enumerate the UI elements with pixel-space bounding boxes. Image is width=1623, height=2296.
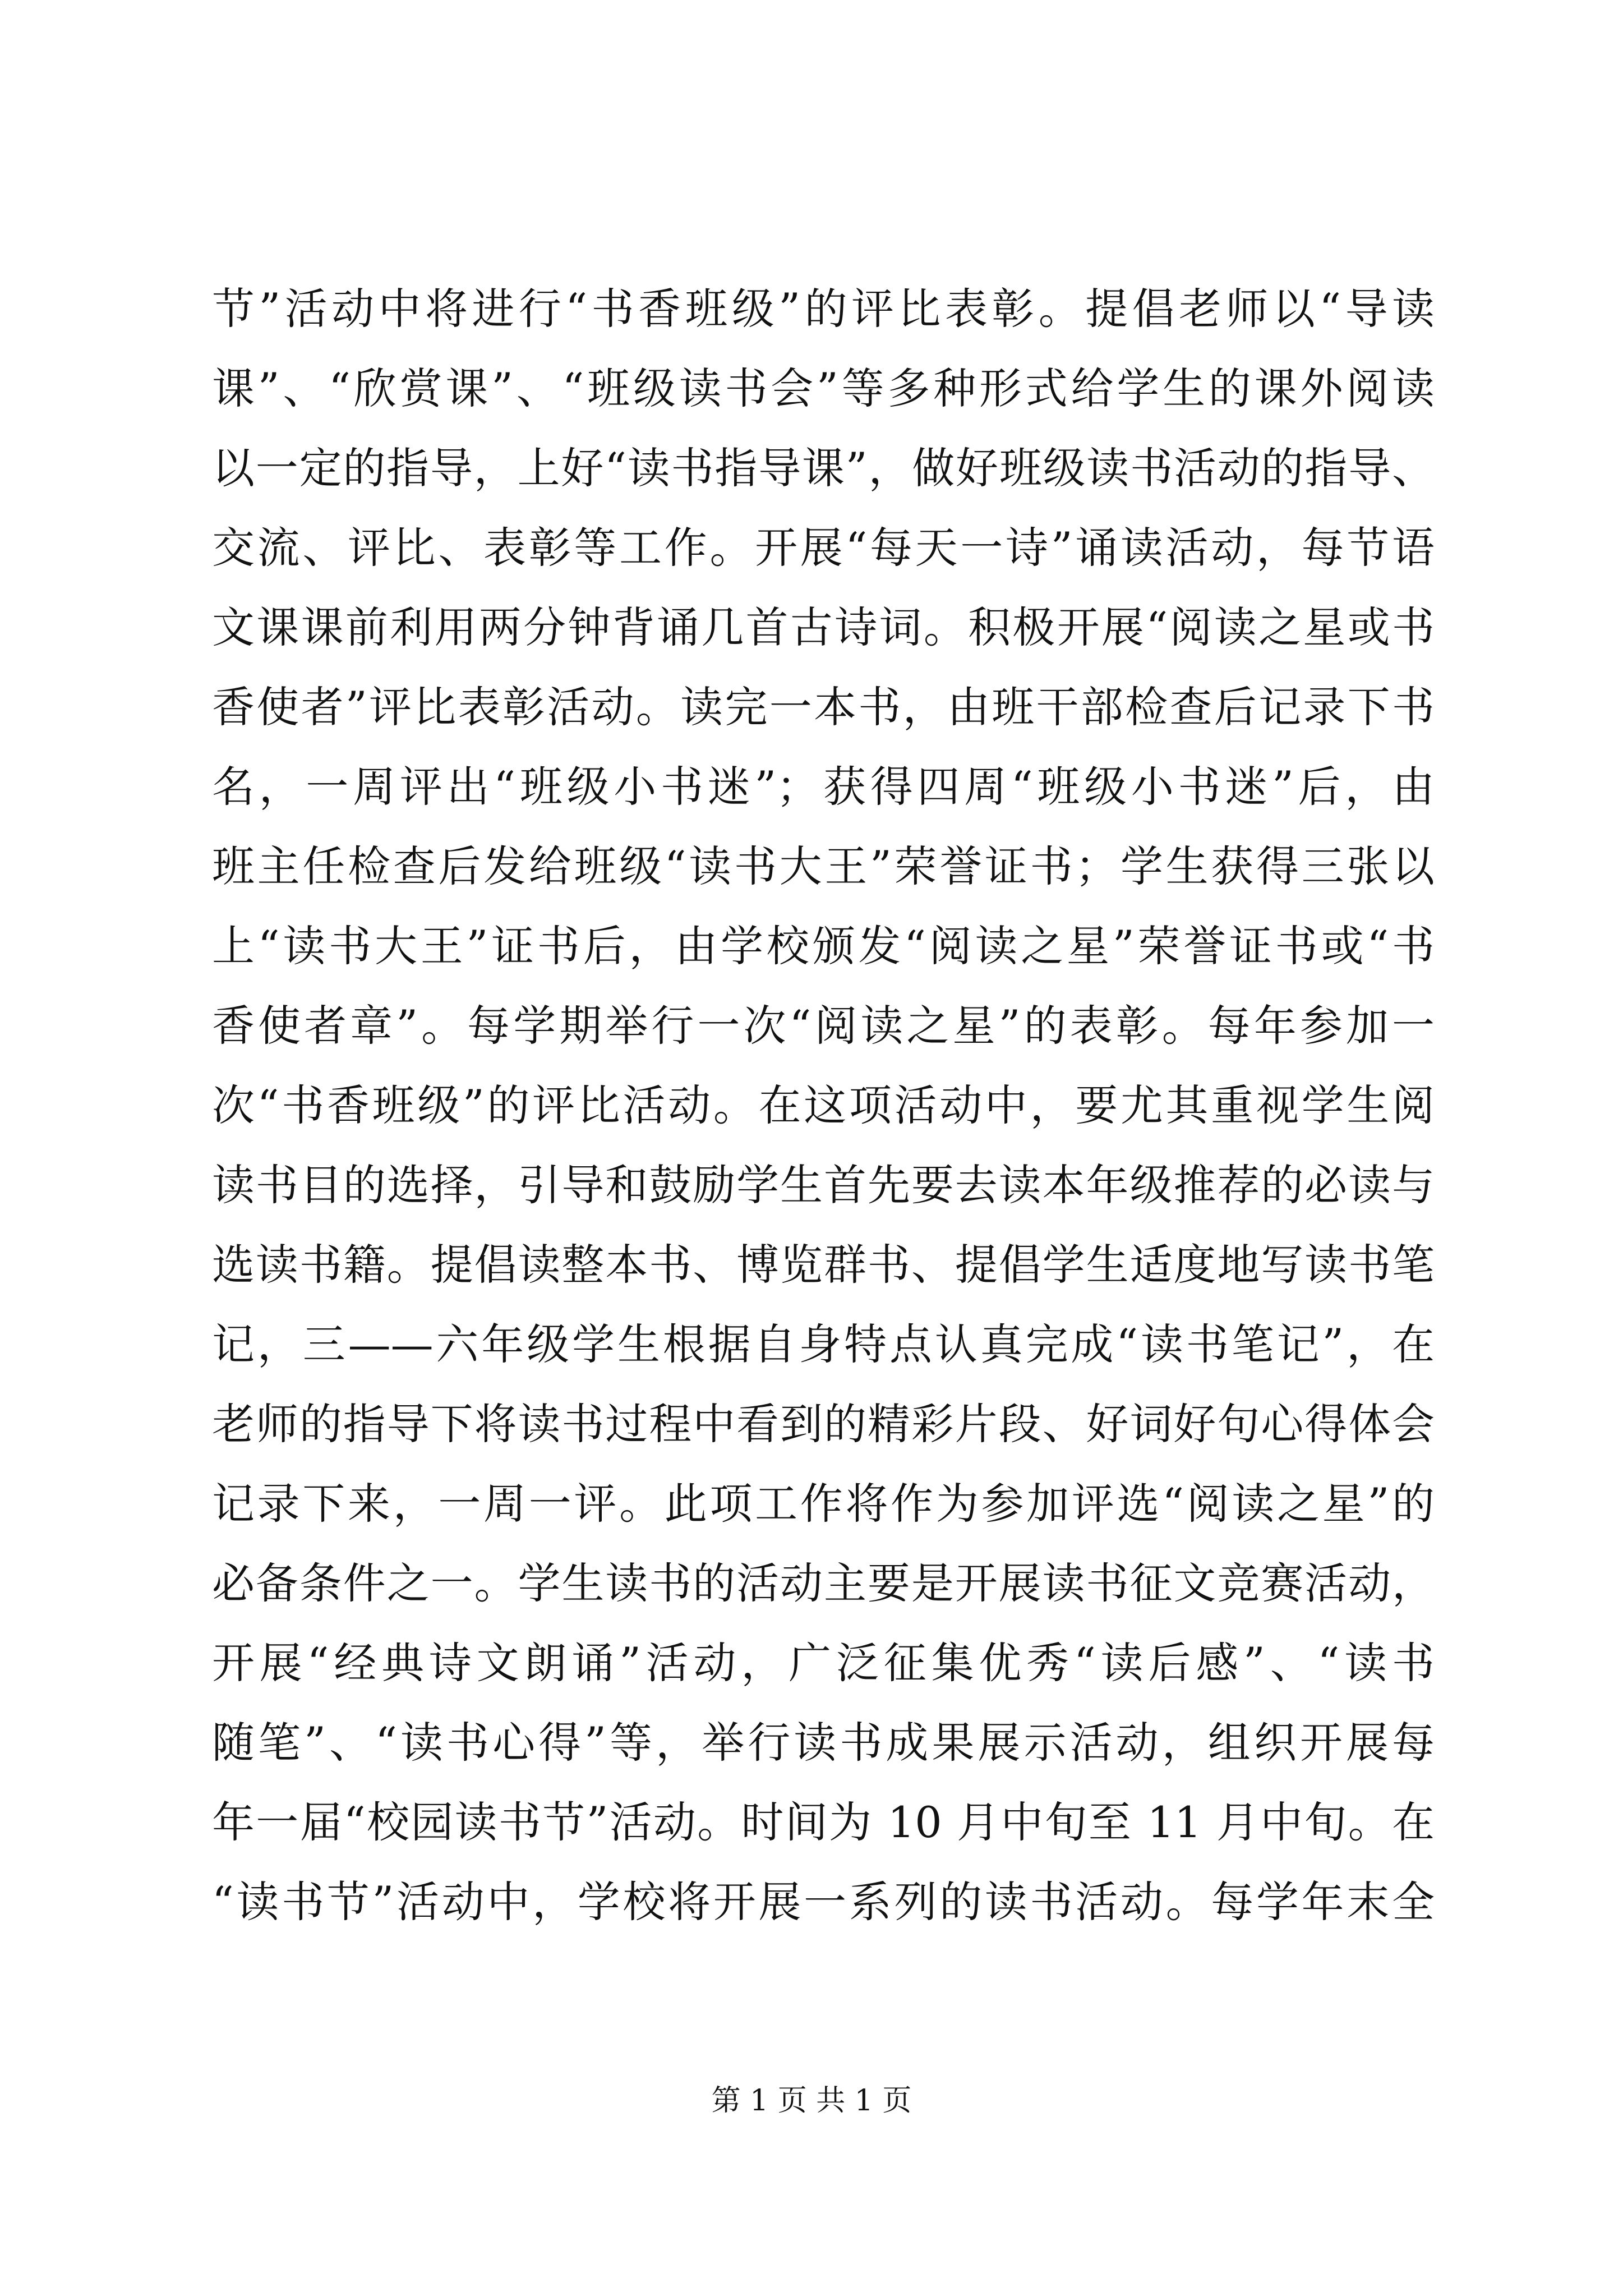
text-line: 选读书籍。提倡读整本书、博览群书、提倡学生适度地写读书笔	[212, 1240, 1435, 1290]
text-line: 节”活动中将进行“书香班级”的评比表彰。提倡老师以“导读	[212, 284, 1435, 334]
text-line: 必备条件之一。学生读书的活动主要是开展读书征文竞赛活动，	[212, 1558, 1435, 1608]
text-line: 香使者”评比表彰活动。读完一本书，由班干部检查后记录下书	[212, 682, 1435, 732]
text-line: 随笔”、“读书心得”等，举行读书成果展示活动，组织开展每	[212, 1718, 1435, 1768]
body-text	[212, 269, 1435, 1942]
text-line: 名，一周评出“班级小书迷”；获得四周“班级小书迷”后，由	[212, 762, 1435, 812]
text-line: 课”、“欣赏课”、“班级读书会”等多种形式给学生的课外阅读	[212, 364, 1435, 413]
text-line: 读书目的选择，引导和鼓励学生首先要去读本年级推荐的必读与	[212, 1160, 1435, 1210]
text-line: 班主任检查后发给班级“读书大王”荣誉证书；学生获得三张以	[212, 841, 1435, 891]
text-line: 文课课前利用两分钟背诵几首古诗词。积极开展“阅读之星或书	[212, 602, 1435, 652]
text-line: 香使者章”。每学期举行一次“阅读之星”的表彰。每年参加一	[212, 1001, 1435, 1051]
text-line: 记录下来，一周一评。此项工作将作为参加评选“阅读之星”的	[212, 1479, 1435, 1529]
text-line: 上“读书大王”证书后，由学校颁发“阅读之星”荣誉证书或“书	[212, 921, 1435, 971]
text-line: “读书节”活动中，学校将开展一系列的读书活动。每学年末全	[212, 1877, 1435, 1927]
text-line: 次“书香班级”的评比活动。在这项活动中，要尤其重视学生阅	[212, 1080, 1435, 1130]
text-line: 开展“经典诗文朗诵”活动，广泛征集优秀“读后感”、“读书	[212, 1638, 1435, 1688]
text-line: 以一定的指导，上好“读书指导课”，做好班级读书活动的指导、	[212, 443, 1435, 493]
page-footer: 第 1 页 共 1 页	[711, 2084, 912, 2118]
text-line: 年一届“校园读书节”活动。时间为 10 月中旬至 11 月中旬。在	[212, 1797, 1435, 1847]
text-line: 交流、评比、表彰等工作。开展“每天一诗”诵读活动，每节语	[212, 523, 1435, 573]
text-line: 记，三——六年级学生根据自身特点认真完成“读书笔记”，在	[212, 1319, 1435, 1369]
text-line: 老师的指导下将读书过程中看到的精彩片段、好词好句心得体会	[212, 1399, 1435, 1449]
